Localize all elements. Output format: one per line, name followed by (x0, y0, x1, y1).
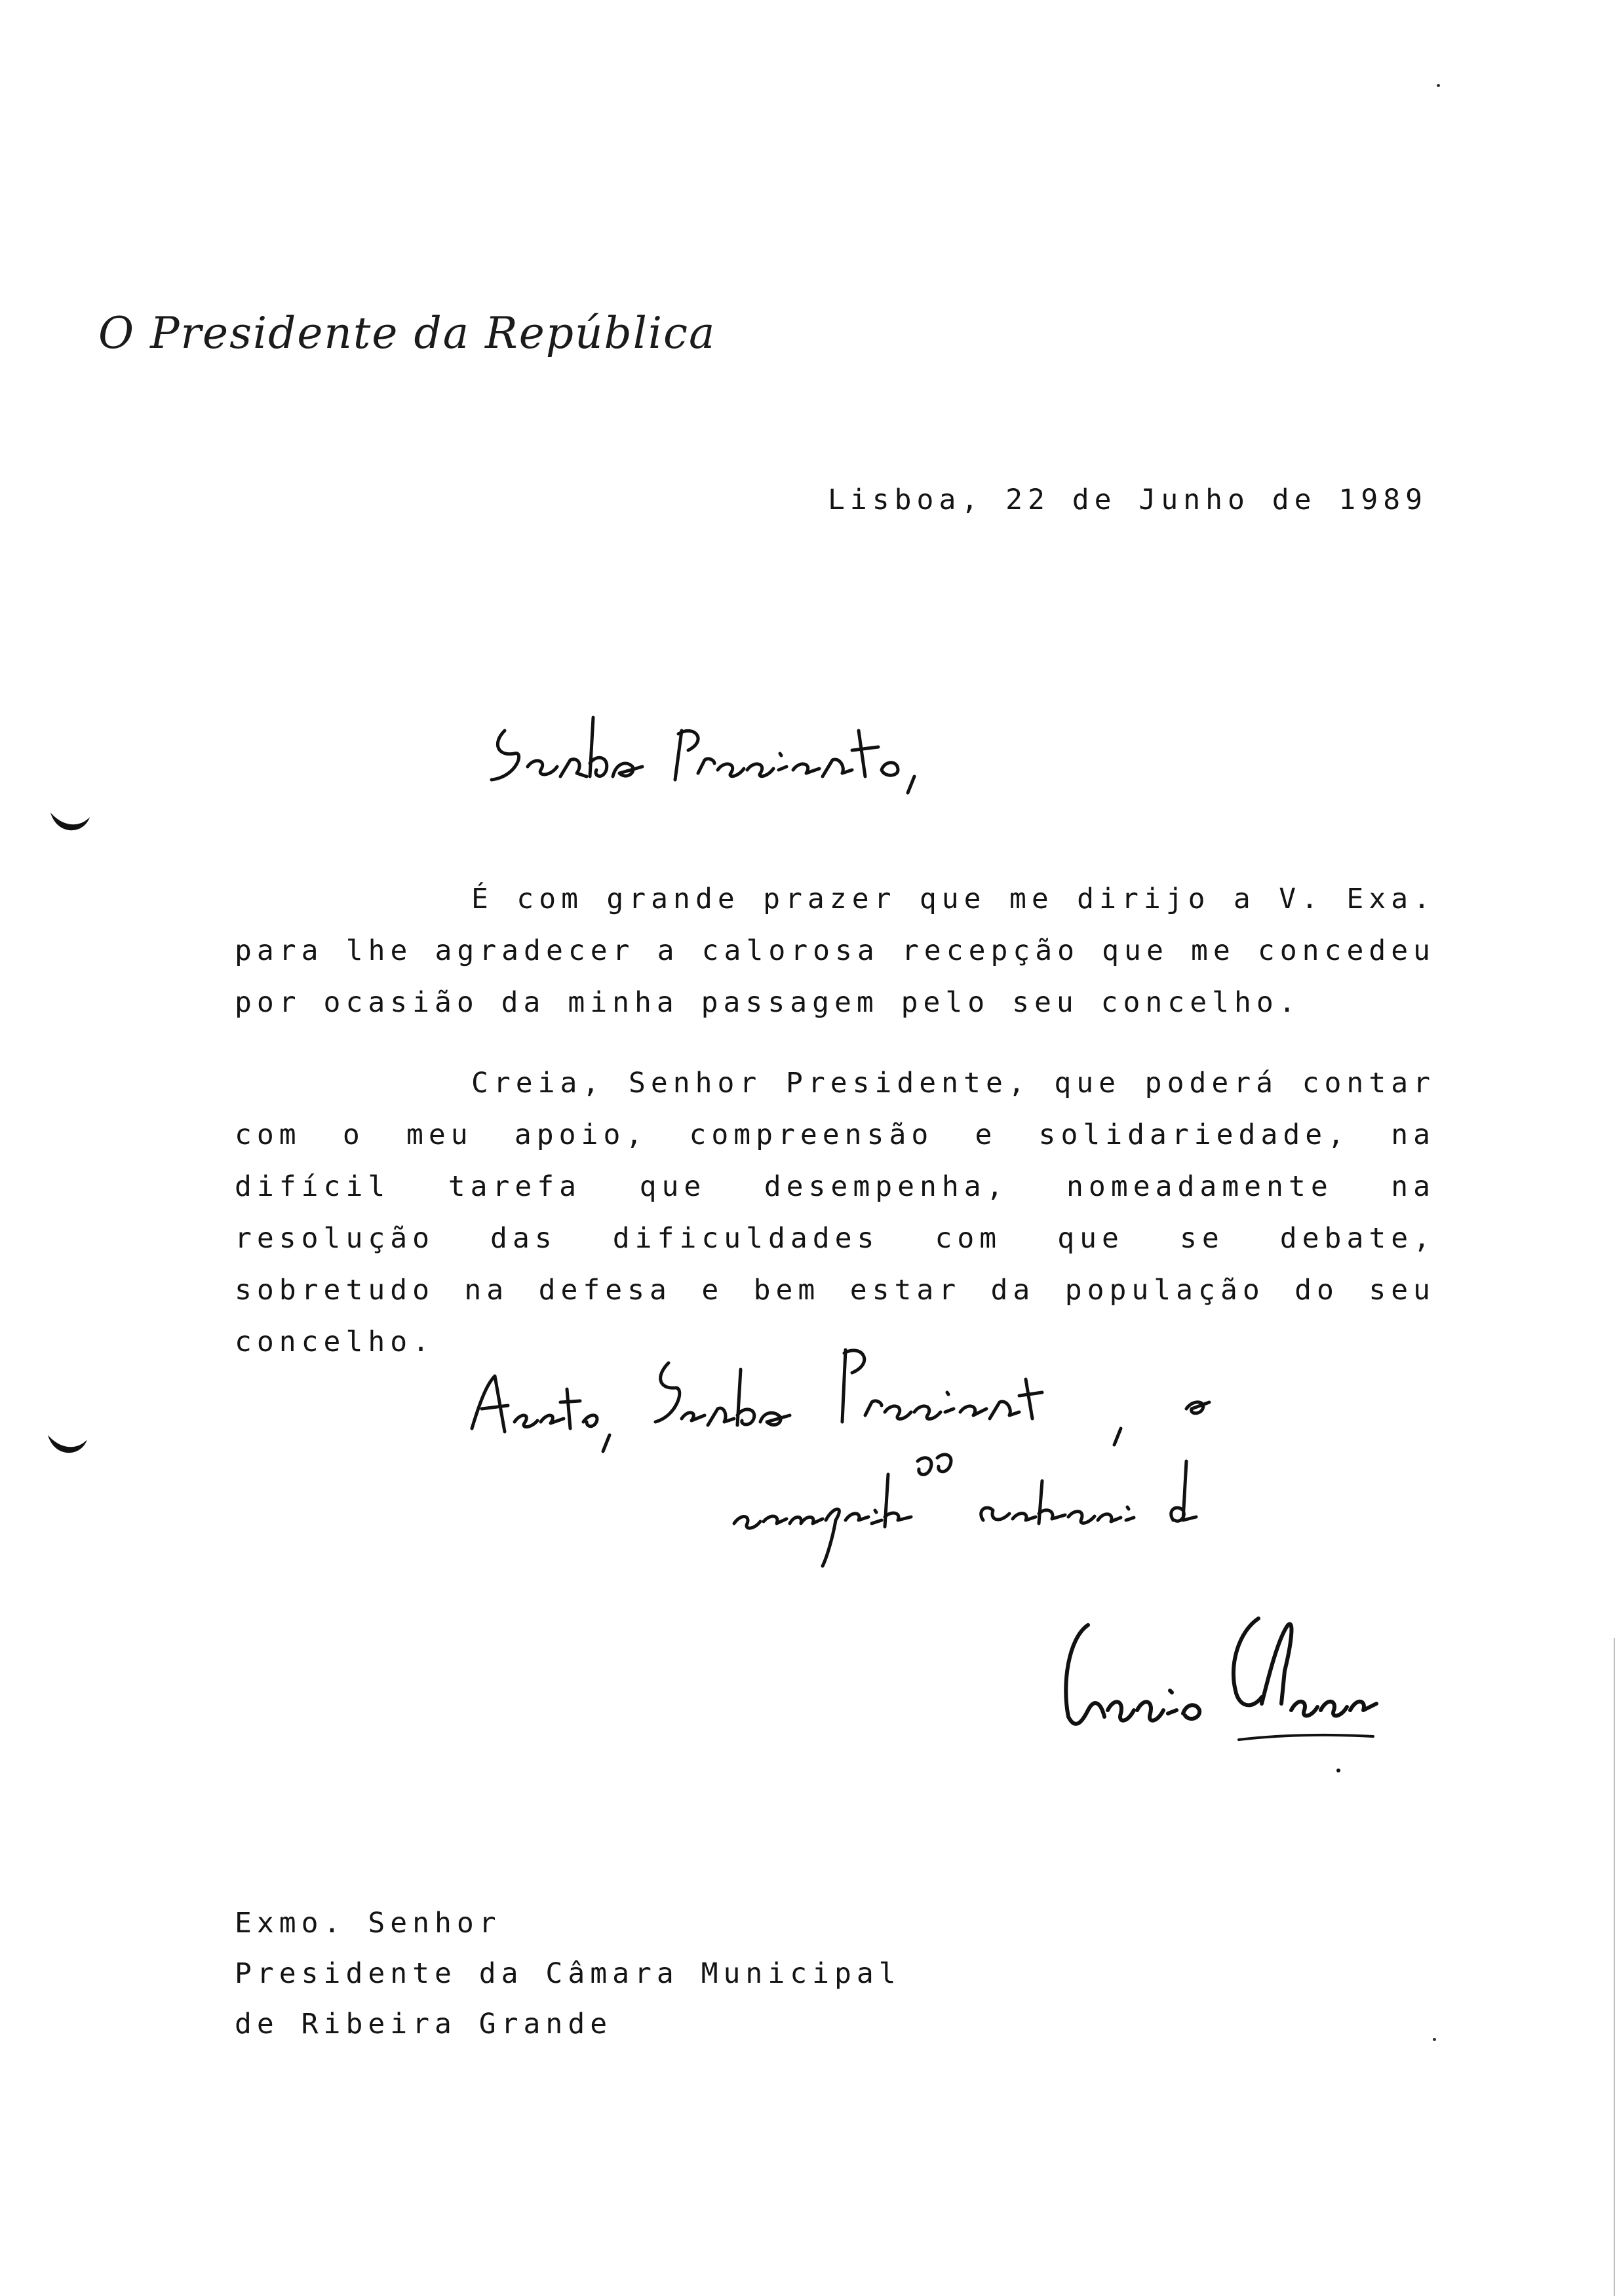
body-paragraph-1: É com grande prazer que me dirijo a V. Exa. para lhe agradecer a calorosa recepção que me concedeu por ocasião da minha passagem pelo seu concelho. (235, 883, 1435, 1019)
punch-hole-mark (45, 1432, 90, 1458)
address-line-1: Exmo. Senhor (235, 1907, 501, 1940)
letterhead: O Presidente da República (98, 308, 716, 358)
punch-hole-mark (47, 809, 93, 835)
signature (1042, 1599, 1383, 1776)
date-line: Lisboa, 22 de Junho de 1989 (828, 484, 1428, 516)
address-line-2: Presidente da Câmara Municipal (235, 1957, 901, 1990)
handwritten-closing (459, 1324, 1390, 1586)
scan-speck (1437, 84, 1440, 87)
address-line-3: de Ribeira Grande (235, 2008, 613, 2040)
body-paragraph-2: Creia, Senhor Presidente, que poderá contar com o meu apoio, compreensão e solidariedade, na difícil tarefa que desempenha, nomeadamente na resolução das dificuldades com que se debate, sobretudo na defesa e bem estar da população do seu concelho. (235, 1067, 1435, 1358)
handwritten-salutation (478, 704, 937, 809)
scan-speck (1433, 2038, 1436, 2041)
